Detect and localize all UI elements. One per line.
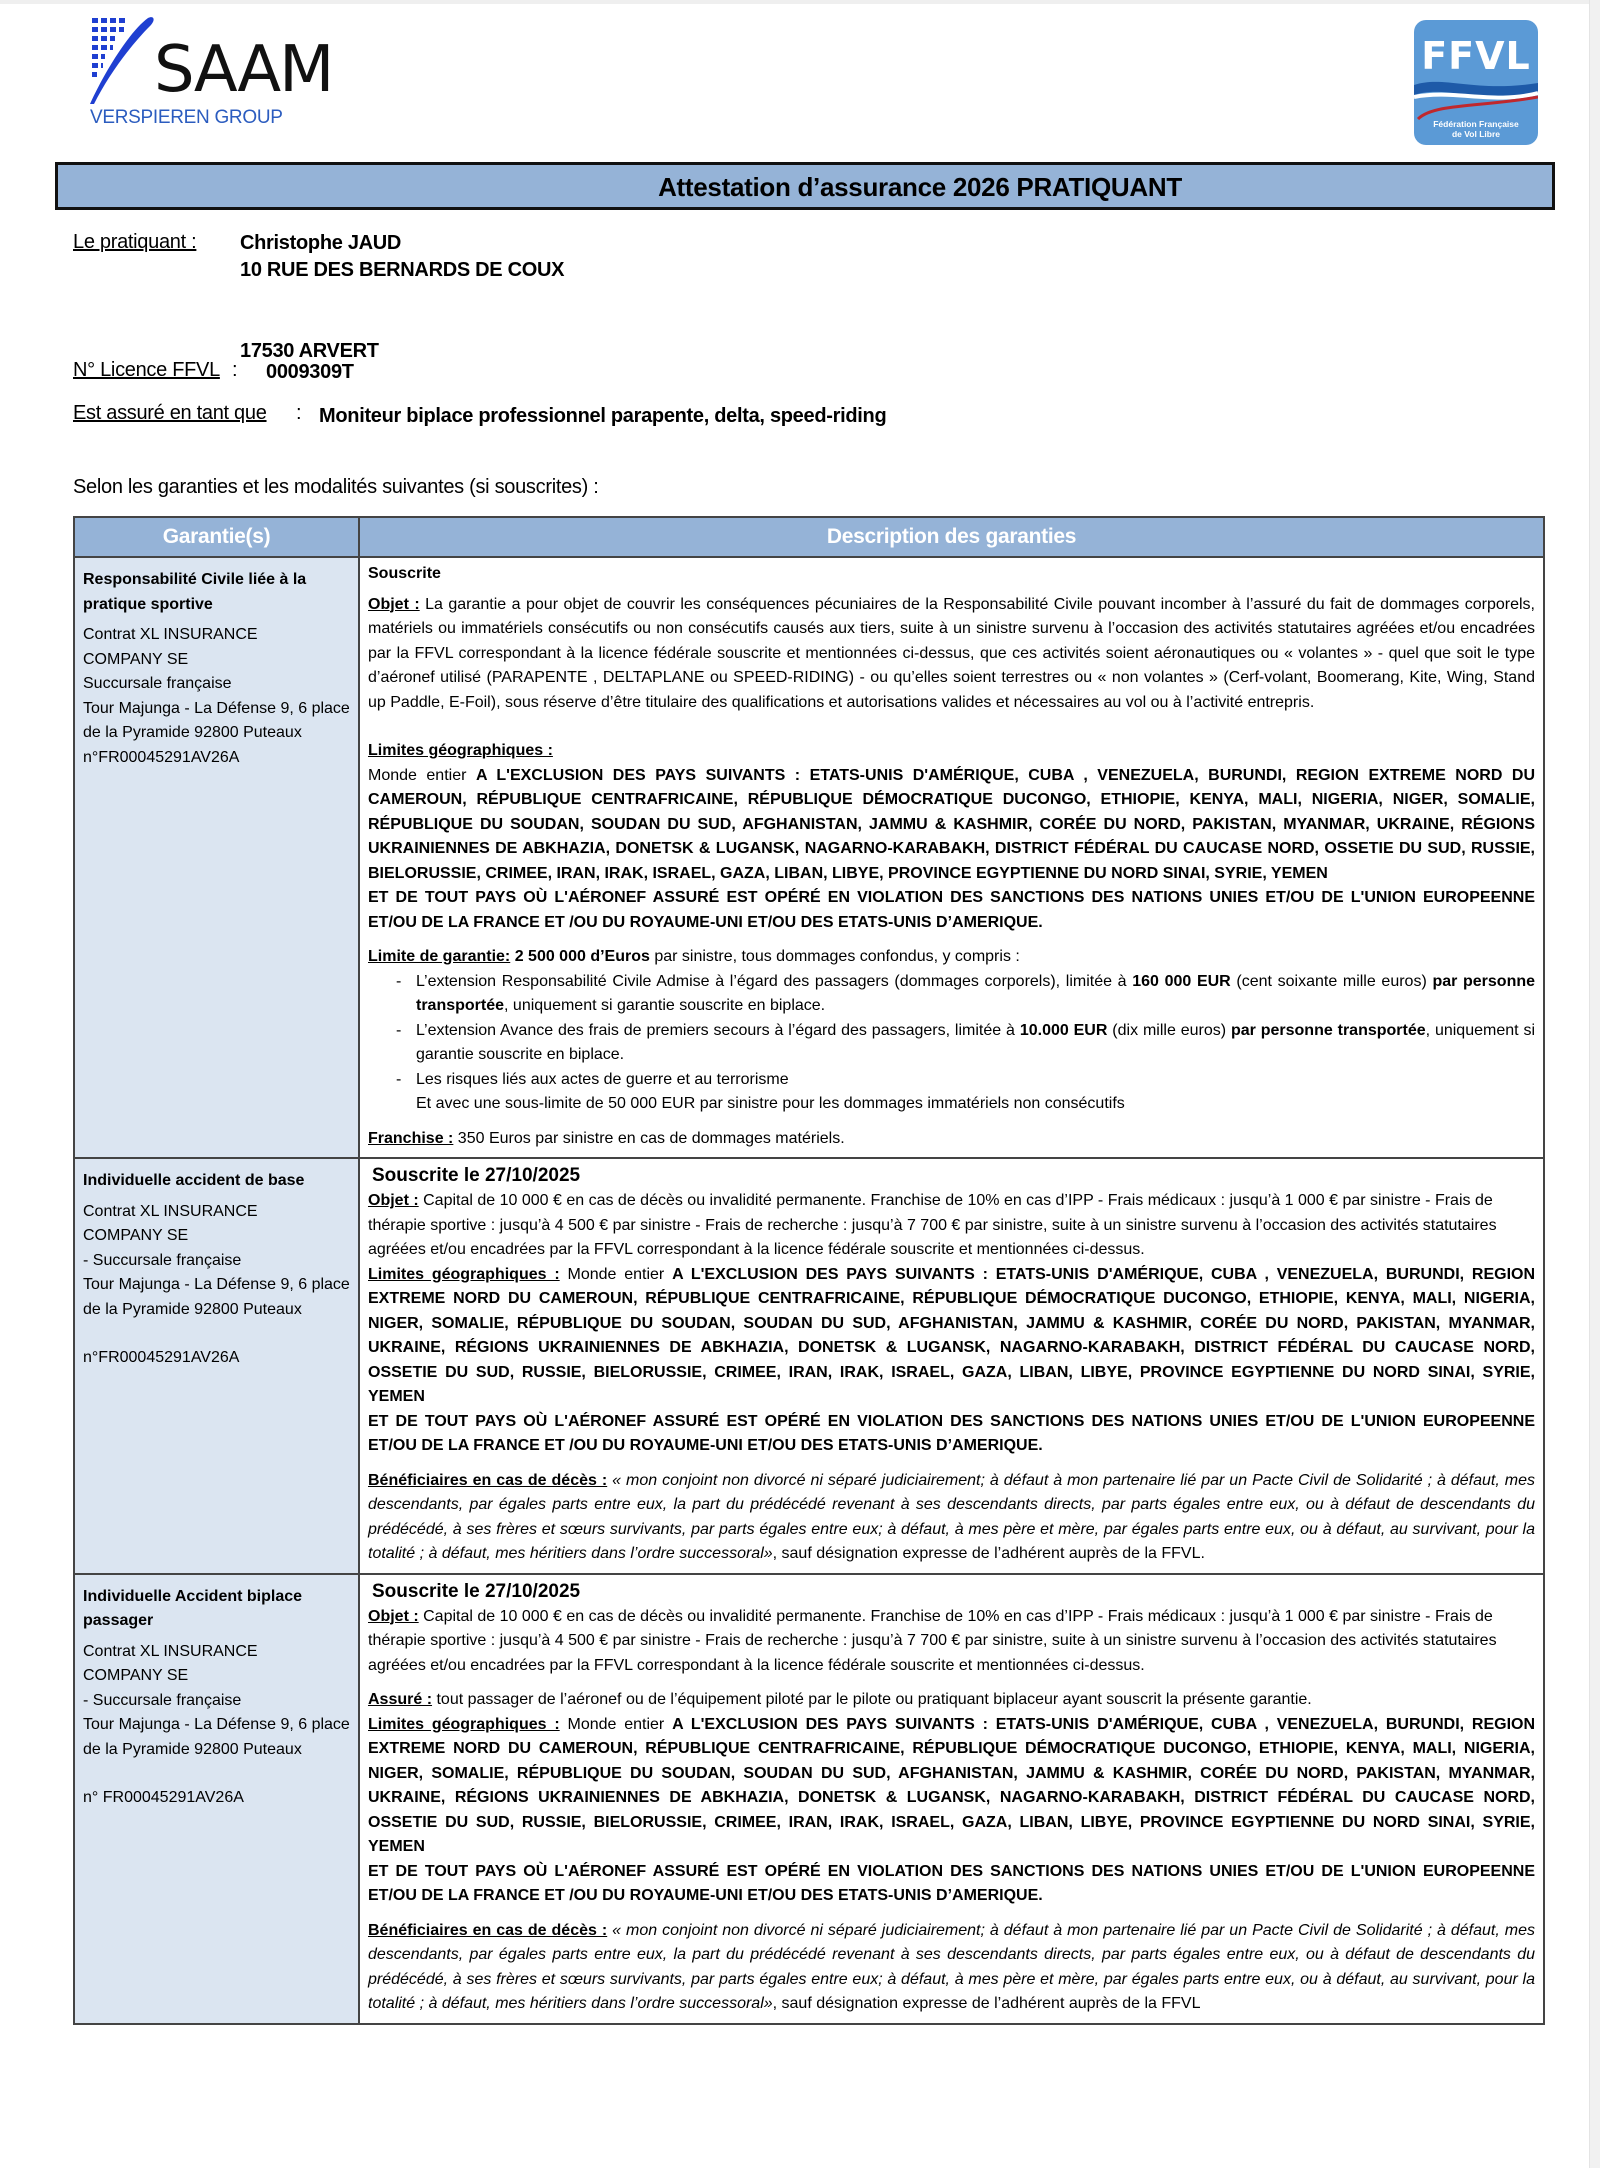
extension-amount: 160 000 EUR <box>1132 972 1231 990</box>
page-top-edge <box>0 0 1600 4</box>
extension-text: Les risques liés aux actes de guerre et au terrorisme <box>416 1070 789 1088</box>
spacer <box>83 1322 350 1346</box>
description-cell <box>359 1574 1544 2024</box>
page-scrollbar-track[interactable] <box>1589 0 1600 2168</box>
licence-colon: : <box>232 359 238 381</box>
assure-colon: : <box>296 402 302 424</box>
description-cell <box>359 1158 1544 1574</box>
garantie-name: Individuelle accident de base <box>83 1172 305 1189</box>
beneficiaires-label: Bénéficiaires en cas de décès : <box>368 1471 608 1489</box>
contract-line: Tour Majunga - La Défense 9, 6 place de la Pyramide 92800 Puteaux <box>83 1716 350 1758</box>
contract-number: n° FR00045291AV26A <box>83 1789 244 1806</box>
franchise-label: Franchise : <box>368 1129 454 1147</box>
spacer <box>368 1459 1535 1469</box>
saam-logo-subtitle: VERSPIEREN GROUP <box>90 107 283 128</box>
contract-line: Contrat XL INSURANCE <box>83 1642 258 1660</box>
limite-garantie-rest: par sinistre, tous dommages confondus, y compris : <box>649 948 1020 965</box>
limites-exclusions: A L'EXCLUSION DES PAYS SUIVANTS : ETATS-UNIS D'AMÉRIQUE, CUBA , VENEZUELA, BURUNDI, REGION EXTREME NORD DU CAMEROUN, RÉPUBLIQUE CENTRAFRICAINE, RÉPUBLIQUE DÉMOCRATIQUE DUCONGO, ETHIOPIE, KENYA, MALI, NIGERIA, NIGER, SOMALIE, RÉPUBLIQUE DU SOUDAN, SOUDAN DU SUD, AFGHANISTAN, JAMMU & KASHMIR, CORÉE DU NORD, PAKISTAN, MYANMAR, UKRAINE, RÉGIONS UKRAINIENNES DE ABKHAZIA, DONETSK & LUGANSK, NAGARNO-KARABAKH, DISTRICT FÉDÉRAL DU CAUCASE NORD, OSSETIE DU SUD, RUSSIE, BIELORUSSIE, CRIMEE, IRAN, IRAK, ISRAEL, GAZA, LIBAN, LIBYE, PROVINCE EGYPTIENNE DU NORD SINAI, SYRIE, YEMEN <box>368 766 1535 882</box>
objet-paragraph <box>368 593 1535 716</box>
extension-text: L’extension Responsabilité Civile Admise à l’égard des passagers (dommages corporels), limitée à <box>416 972 1133 990</box>
address-line2: 17530 ARVERT <box>240 340 379 362</box>
limite-garantie-label: Limite de garantie: <box>368 948 511 965</box>
ffvl-logo <box>1414 20 1538 145</box>
table-row-individuelle-accident-biplace <box>74 1574 1544 2024</box>
beneficiaires-paragraph <box>368 1469 1535 1567</box>
ffvl-logo-subtitle <box>1414 119 1538 139</box>
header-description: Description des garanties <box>359 517 1544 557</box>
spacer <box>368 1117 1535 1127</box>
beneficiaires-paragraph <box>368 1919 1535 2017</box>
assure-label: Est assuré en tant que <box>73 402 267 424</box>
objet-paragraph <box>368 1605 1535 1679</box>
limite-garantie-paragraph <box>368 945 1535 970</box>
table-row-responsabilite-civile <box>74 557 1544 1158</box>
contract-line: Contrat XL INSURANCE <box>83 1202 258 1220</box>
spacer <box>368 1678 1535 1688</box>
limites-paragraph <box>368 764 1535 887</box>
spacer <box>368 715 1535 739</box>
extension-bold: par personne transportée <box>1230 1021 1426 1039</box>
extension-item <box>416 1019 1535 1068</box>
spacer <box>83 1762 350 1786</box>
table-header-row <box>74 517 1544 557</box>
status-label: Souscrite le 27/10/2025 <box>372 1580 581 1602</box>
contract-line: COMPANY SE <box>83 650 189 668</box>
extension-item <box>416 1068 1535 1093</box>
ffvl-subtitle-line1: Fédération Française <box>1433 119 1519 129</box>
spacer <box>368 1909 1535 1919</box>
extension-text: , uniquement si garantie souscrite en biplace. <box>504 997 826 1014</box>
extension-text: (cent soixante mille euros) <box>1230 972 1433 990</box>
title-bar <box>55 162 1555 210</box>
franchise-paragraph <box>368 1127 1535 1152</box>
assure-value: Moniteur biplace professionnel parapente, delta, speed-riding <box>319 405 887 427</box>
extension-amount: 10.000 EUR <box>1019 1021 1108 1039</box>
limites-exclusions: A L'EXCLUSION DES PAYS SUIVANTS : ETATS-UNIS D'AMÉRIQUE, CUBA , VENEZUELA, BURUNDI, REGION EXTREME NORD DU CAMEROUN, RÉPUBLIQUE CENTRAFRICAINE, RÉPUBLIQUE DÉMOCRATIQUE DUCONGO, ETHIOPIE, KENYA, MALI, NIGERIA, NIGER, SOMALIE, RÉPUBLIQUE DU SOUDAN, SOUDAN DU SUD, AFGHANISTAN, JAMMU & KASHMIR, CORÉE DU NORD, PAKISTAN, MYANMAR, UKRAINE, RÉGIONS UKRAINIENNES DE ABKHAZIA, DONETSK & LUGANSK, NAGARNO-KARABAKH, DISTRICT FÉDÉRAL DU CAUCASE NORD, OSSETIE DU SUD, RUSSIE, BIELORUSSIE, CRIMEE, IRAN, IRAK, ISRAEL, GAZA, LIBAN, LIBYE, PROVINCE EGYPTIENNE DU NORD SINAI, SYRIE, YEMEN <box>368 1715 1536 1855</box>
contract-line: COMPANY SE <box>83 1667 189 1684</box>
contract-line: Succursale française <box>83 675 232 692</box>
contract-line: Tour Majunga - La Défense 9, 6 place de la Pyramide 92800 Puteaux <box>83 1276 350 1318</box>
limites-paragraph <box>368 1263 1535 1410</box>
limites-intro: Monde entier <box>368 766 476 784</box>
contract-number: n°FR00045291AV26A <box>83 748 240 766</box>
limites-label: Limites géographiques : <box>368 1265 560 1283</box>
extension-bold: par personne transportée <box>416 972 1536 1014</box>
limites-sanctions: ET DE TOUT PAYS OÙ L'AÉRONEF ASSURÉ EST OPÉRÉ EN VIOLATION DES SANCTIONS DES NATIONS UNIES ET/OU DE L'UNION EUROPEENNE ET/OU DE LA FRANCE ET /OU DU ROYAUME-UNI ET/OU DES ETATS-UNIS D’AMERIQUE. <box>368 1412 1535 1454</box>
document-title: Attestation d’assurance 2026 PRATIQUANT <box>658 172 1182 202</box>
garantie-name: Responsabilité Civile liée à la pratique sportive <box>83 571 307 613</box>
saam-swoosh-icon <box>90 16 160 106</box>
assure-row-label: Assuré : <box>368 1691 433 1708</box>
status-label: Souscrite <box>368 565 441 582</box>
description-cell <box>359 557 1544 1158</box>
licence-number: 0009309T <box>266 361 354 383</box>
beneficiaires-text: « mon conjoint non divorcé ni séparé judiciairement; à défaut à mon partenaire lié par un Pacte Civil de Solidarité ; à défaut, mes descendants, par égales parts entre eux, la part du prédécédé revenant à ses descendants directs, par parts égales entre eux, ou à défaut de descendants du prédécédé, à ses frères et sœurs survivants, par parts égales entre eux; à défaut, à mes père et mère, par égales parts entre eux, ou à défaut, au survivant, pour la totalité ; à défaut, mes héritiers dans l’ordre successoral» <box>368 1921 1535 2012</box>
objet-text: La garantie a pour objet de couvrir les conséquences pécuniaires de la Responsabilité Civile pouvant incomber à l’assuré du fait de dommages corporels, matériels ou immatériels consécutifs ou non consécutifs causés aux tiers, suite à un sinistre survenu à l’occasion des activités statutaires agréées et/ou encadrées par la FFVL correspondant à la licence fédérale souscrite et mentionnées ci-dessus, que ces activités soient aéronautiques ou « volantes » - quel que soit le type d’aéronef utilisé (PARAPENTE , DELTAPLANE ou SPEED-RIDING) - ou qu’elles soient terrestres ou « non volantes » (Cerf-volant, Boomerang, Kite, Wing, Stand up Paddle, E-Foil), sous réserve d’être titulaire des qualifications et autorisations valides et nécessaires au vol ou à l’activité entrepris. <box>368 595 1535 711</box>
contract-line: - Succursale française <box>83 1251 242 1269</box>
ffvl-wave-icon <box>1414 75 1538 120</box>
contract-number: n°FR00045291AV26A <box>83 1349 240 1366</box>
limites-sanctions: ET DE TOUT PAYS OÙ L'AÉRONEF ASSURÉ EST OPÉRÉ EN VIOLATION DES SANCTIONS DES NATIONS UNIES ET/OU DE L'UNION EUROPEENNE ET/OU DE LA FRANCE ET /OU DU ROYAUME-UNI ET/OU DES ETATS-UNIS D’AMERIQUE. <box>368 1862 1535 1904</box>
beneficiaires-tail: , sauf désignation expresse de l’adhérent auprès de la FFVL. <box>772 1545 1205 1562</box>
beneficiaires-tail: , sauf désignation expresse de l’adhérent auprès de la FFVL <box>772 1995 1201 2012</box>
garantie-cell <box>74 1574 359 2024</box>
contract-line: Contrat XL INSURANCE <box>83 626 258 643</box>
limites-sanctions: ET DE TOUT PAYS OÙ L'AÉRONEF ASSURÉ EST OPÉRÉ EN VIOLATION DES SANCTIONS DES NATIONS UNIES ET/OU DE L'UNION EUROPEENNE ET/OU DE LA FRANCE ET /OU DU ROYAUME-UNI ET/OU DES ETATS-UNIS D’AMERIQUE. <box>368 889 1535 931</box>
saam-logo <box>90 16 350 131</box>
garantie-name: Individuelle Accident biplace passager <box>83 1587 303 1629</box>
spacer <box>368 935 1535 945</box>
header-garanties: Garantie(s) <box>74 517 359 557</box>
extensions-list <box>368 970 1535 1093</box>
extension-text: L’extension Avance des frais de premiers secours à l’égard des passagers, limitée à <box>416 1021 1020 1039</box>
limite-garantie-amount: 2 500 000 d’Euros <box>510 948 650 965</box>
saam-logo-text: SAAM <box>154 33 333 107</box>
pratiquant-name: Christophe JAUD <box>240 232 402 254</box>
limites-label: Limites géographiques : <box>368 1715 560 1733</box>
garantie-cell <box>74 1158 359 1574</box>
limites-intro: Monde entier <box>559 1715 673 1733</box>
ffvl-logo-text: FFVL <box>1421 34 1531 78</box>
sous-limite: Et avec une sous-limite de 50 000 EUR par sinistre pour les dommages immatériels non consécutifs <box>416 1095 1125 1112</box>
franchise-text: 350 Euros par sinistre en cas de dommages matériels. <box>453 1129 845 1147</box>
limites-exclusions: A L'EXCLUSION DES PAYS SUIVANTS : ETATS-UNIS D'AMÉRIQUE, CUBA , VENEZUELA, BURUNDI, REGION EXTREME NORD DU CAMEROUN, RÉPUBLIQUE CENTRAFRICAINE, RÉPUBLIQUE DÉMOCRATIQUE DUCONGO, ETHIOPIE, KENYA, MALI, NIGERIA, NIGER, SOMALIE, RÉPUBLIQUE DU SOUDAN, SOUDAN DU SUD, AFGHANISTAN, JAMMU & KASHMIR, CORÉE DU NORD, PAKISTAN, MYANMAR, UKRAINE, RÉGIONS UKRAINIENNES DE ABKHAZIA, DONETSK & LUGANSK, NAGARNO-KARABAKH, DISTRICT FÉDÉRAL DU CAUCASE NORD, OSSETIE DU SUD, RUSSIE, BIELORUSSIE, CRIMEE, IRAN, IRAK, ISRAEL, GAZA, LIBAN, LIBYE, PROVINCE EGYPTIENNE DU NORD SINAI, SYRIE, YEMEN <box>368 1265 1536 1405</box>
limites-label: Limites géographiques : <box>368 742 553 759</box>
extension-text: (dix mille euros) <box>1107 1021 1231 1039</box>
beneficiaires-text: « mon conjoint non divorcé ni séparé judiciairement; à défaut à mon partenaire lié par un Pacte Civil de Solidarité ; à défaut, mes descendants, par égales parts entre eux, la part du prédécédé revenant à ses descendants directs, par parts égales entre eux, ou à défaut de descendants du prédécédé, à ses frères et sœurs survivants, par parts égales entre eux; à défaut, à mes père et mère, par égales parts entre eux, ou à défaut, au survivant, pour la totalité ; à défaut, mes héritiers dans l’ordre successoral» <box>368 1471 1535 1562</box>
status-label: Souscrite le 27/10/2025 <box>372 1165 581 1186</box>
table-row-individuelle-accident-base <box>74 1158 1544 1574</box>
objet-paragraph <box>368 1189 1535 1263</box>
garantie-cell <box>74 557 359 1158</box>
selon-text: Selon les garanties et les modalités suivantes (si souscrites) : <box>73 476 599 498</box>
extension-text: , uniquement si garantie souscrite en biplace. <box>416 1021 1536 1063</box>
limites-paragraph <box>368 1713 1535 1860</box>
limites-intro: Monde entier <box>559 1265 673 1283</box>
ffvl-subtitle-line2: de Vol Libre <box>1451 129 1501 139</box>
address-line1: 10 RUE DES BERNARDS DE COUX <box>240 259 565 281</box>
contract-line: COMPANY SE <box>83 1227 189 1244</box>
objet-text: Capital de 10 000 € en cas de décès ou invalidité permanente. Franchise de 10% en cas d’IPP - Frais médicaux : jusqu’à 1 000 € par sinistre - Frais de thérapie sportive : jusqu’à 4 500 € par sinistre - Frais de recherche : jusqu’à 7 700 € par sinistre, suite à un sinistre survenu à l’occasion des activités statutaires agréées et/ou encadrées par la FFVL correspondant à la licence fédérale souscrite et mentionnées ci-dessus. <box>368 1607 1497 1674</box>
licence-label: N° Licence FFVL <box>73 359 220 381</box>
objet-label: Objet : <box>368 1607 419 1625</box>
objet-text: Capital de 10 000 € en cas de décès ou invalidité permanente. Franchise de 10% en cas d’IPP - Frais médicaux : jusqu’à 1 000 € par sinistre - Frais de thérapie sportive : jusqu’à 4 500 € par sinistre - Frais de recherche : jusqu’à 7 700 € par sinistre, suite à un sinistre survenu à l’occasion des activités statutaires agréées et/ou encadrées par la FFVL correspondant à la licence fédérale souscrite et mentionnées ci-dessus. <box>368 1192 1497 1258</box>
objet-label: Objet : <box>368 595 420 613</box>
objet-label: Objet : <box>368 1192 419 1209</box>
beneficiaires-label: Bénéficiaires en cas de décès : <box>368 1921 608 1939</box>
assure-paragraph <box>368 1688 1535 1713</box>
extension-item <box>416 970 1535 1019</box>
contract-line: - Succursale française <box>83 1691 242 1709</box>
assure-row-text: tout passager de l’aéronef ou de l’équipement piloté par le pilote ou pratiquant biplaceur ayant souscrit la présente garantie. <box>432 1691 1312 1708</box>
contract-line: Tour Majunga - La Défense 9, 6 place de la Pyramide 92800 Puteaux <box>83 699 350 741</box>
guarantees-table <box>73 516 1545 2025</box>
pratiquant-label: Le pratiquant : <box>73 231 197 253</box>
